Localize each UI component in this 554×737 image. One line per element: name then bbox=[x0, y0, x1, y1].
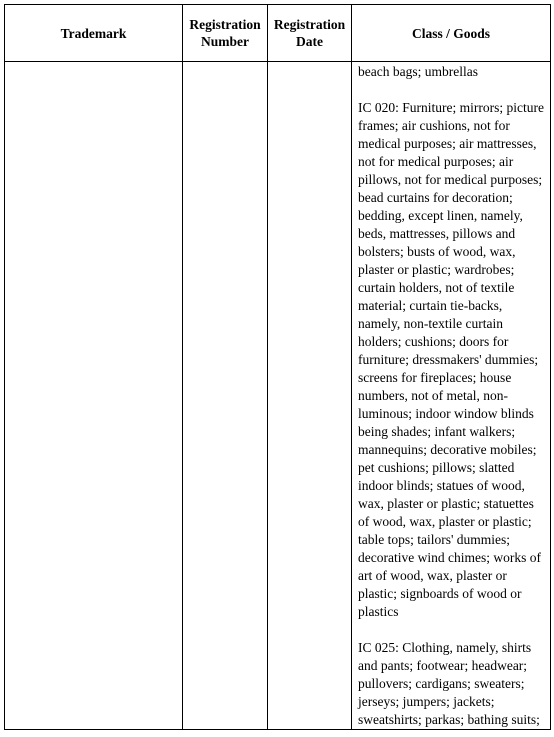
goods-paragraph-ic025: IC 025: Clothing, namely, shirts and pants; footwear; headwear; pullovers; cardigans; sweaters; jerseys; jumpers; jackets; sweatshirts; parkas; bathing suits; bbox=[358, 640, 540, 727]
goods-paragraph-continuation: beach bags; umbrellas bbox=[358, 64, 478, 79]
header-registration-number: Registration Number bbox=[183, 5, 268, 62]
cell-class-goods bbox=[352, 62, 551, 730]
cell-registration-date bbox=[268, 62, 352, 730]
header-registration-date: Registration Date bbox=[268, 5, 352, 62]
header-trademark: Trademark bbox=[5, 5, 183, 62]
goods-paragraph-ic020: IC 020: Furniture; mirrors; picture frames; air cushions, not for medical purposes; air mattresses, not for medical purposes; air pillows, not for medical purposes; bead curtains for decoration; bedding, except linen, namely, beds, mattresses, pillows and bolsters; busts of wood, wax, plaster or plastic; wardrobes; curtain holders, not of textile material; curtain tie-backs, namely, non-textile curtain holders; cushions; doors for furniture; dressmakers' dummies; screens for fireplaces; house numbers, not of metal, non-luminous; indoor window blinds being shades; infant walkers; mannequins; decorative mobiles; pet cushions; pillows; slatted indoor blinds; statues of wood, wax, plaster or plastic; statuettes of wood, wax, plaster or plastic; table tops; tailors' dummies; decorative wind chimes; works of art of wood, wax, plaster or plastic; signboards of wood or plastics bbox=[358, 100, 544, 619]
table-header-row bbox=[5, 5, 551, 62]
cell-registration-number bbox=[183, 62, 268, 730]
header-class-goods: Class / Goods bbox=[352, 5, 551, 62]
table-row bbox=[5, 62, 551, 730]
cell-trademark bbox=[5, 62, 183, 730]
trademark-table bbox=[4, 4, 551, 730]
